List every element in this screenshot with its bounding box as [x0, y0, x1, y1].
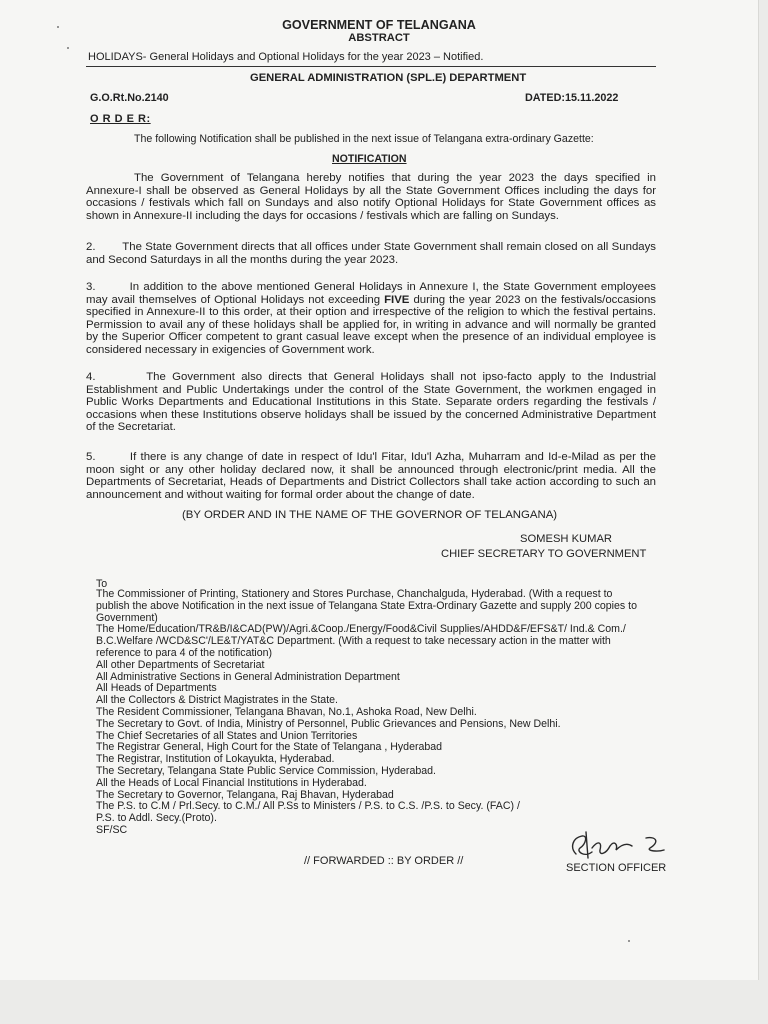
recipient-line: All Administrative Sections in General Administration Department — [96, 670, 400, 683]
department-title: GENERAL ADMINISTRATION (SPL.E) DEPARTMENT — [250, 72, 527, 84]
paragraph-1: The Government of Telangana hereby notifies that during the year 2023 the days specified in Annexure-I shall be observed as General Holidays by all the State Government Offices including the days for occasions / festivals which fall on Sundays and also notify Optional Holidays for State Government offices as shown in Annexure-II including the days for occasions / festivals which are falling on Sundays. — [86, 172, 656, 222]
signatory-title: CHIEF SECRETARY TO GOVERNMENT — [441, 548, 647, 560]
recipient-line: SF/SC — [96, 823, 128, 836]
recipient-line: The Secretary, Telangana State Public Service Commission, Hyderabad. — [96, 764, 436, 777]
recipient-list — [96, 589, 637, 837]
recipient-line: The Secretary to Governor, Telangana, Raj Bhavan, Hyderabad — [96, 788, 394, 801]
recipient-line: Government) — [96, 611, 158, 624]
paragraph-3-text-a: In addition to the above mentioned General Holidays in Annexure I, the State Government employees may avail themselves of Optional Holidays not exceeding — [86, 281, 656, 306]
recipient-line: P.S. to Addl. Secy.(Proto). — [96, 812, 217, 825]
recipient-line: publish the above Notification in the next issue of Telangana State Extra-Ordinary Gazette and supply 200 copies to — [96, 599, 638, 612]
recipient-line: All the Collectors & District Magistrates in the State. — [96, 694, 338, 707]
subject-line: HOLIDAYS- General Holidays and Optional Holidays for the year 2023 – Notified. — [88, 51, 484, 63]
scan-speck — [628, 940, 630, 942]
signatory-name: SOMESH KUMAR — [520, 533, 612, 545]
paragraph-5 — [86, 451, 656, 501]
recipient-line: The Resident Commissioner, Telangana Bhavan, No.1, Ashoka Road, New Delhi. — [96, 705, 477, 718]
header-divider — [86, 66, 656, 67]
by-order-line: (BY ORDER AND IN THE NAME OF THE GOVERNOR OF TELANGANA) — [182, 509, 558, 521]
paragraph-5-text: If there is any change of date in respect of Idu'l Fitar, Idu'l Azha, Muharram and Id-e-Milad as per the moon sight or any other holiday declared now, it shall be announced through electronic/print media. All the Departments of Secretariat, Heads of Departments and District Collectors shall take action according to such an announcement and without waiting for formal order about the change of date. — [86, 451, 656, 501]
paragraph-3-number: 3. — [86, 281, 96, 293]
recipient-line: All the Heads of Local Financial Institutions in Hyderabad. — [96, 776, 367, 789]
paragraph-2-text: The State Government directs that all offices under State Government shall remain closed on all Sundays and Second Saturdays in all the months during the year 2023. — [86, 241, 657, 266]
order-label: O R D E R: — [90, 113, 151, 125]
paragraph-4-text: The Government also directs that General Holidays shall not ipso-facto apply to the Industrial Establishment and Public Undertakings under the control of the State Government, the workmen engaged in Public Works Departments and Educational Institutions in this State. Separate orders regarding the festivals / occasions when these Institutions observe holidays shall be issued by the concerned Administrative Department of the Secretariat. — [86, 371, 656, 434]
order-intro: The following Notification shall be published in the next issue of Telangana extra-ordinary Gazette: — [134, 133, 594, 145]
paragraph-4 — [86, 371, 656, 434]
recipient-line: reference to para 4 of the notification) — [96, 646, 273, 659]
recipient-line: The Secretary to Govt. of India, Ministry of Personnel, Public Grievances and Pensions, New Delhi. — [96, 717, 561, 730]
paragraph-4-number: 4. — [86, 371, 96, 383]
notification-heading: NOTIFICATION — [332, 153, 407, 165]
scan-speck — [67, 47, 69, 49]
abstract-title: ABSTRACT — [348, 32, 410, 44]
recipient-line: All other Departments of Secretariat — [96, 658, 265, 671]
forwarded-line: // FORWARDED :: BY ORDER // — [304, 855, 464, 867]
paragraph-3-bold: FIVE — [384, 293, 410, 306]
paragraph-2-number: 2. — [86, 241, 96, 253]
recipient-line: All Heads of Departments — [96, 682, 217, 695]
dated: DATED:15.11.2022 — [525, 92, 619, 104]
government-title: GOVERNMENT OF TELANGANA — [282, 18, 476, 32]
section-officer: SECTION OFFICER — [566, 862, 667, 874]
recipient-line: The Chief Secretaries of all States and Union Territories — [96, 729, 358, 742]
paragraph-3 — [86, 281, 656, 357]
recipient-line: B.C.Welfare /WCD&SC'/LE&T/YAT&C Department. (With a request to take necessary action in the matter with — [96, 635, 611, 648]
recipient-line: The Commissioner of Printing, Stationery and Stores Purchase, Chanchalguda, Hyderabad. (With a request to — [96, 588, 613, 600]
go-number: G.O.Rt.No.2140 — [90, 92, 169, 104]
paragraph-3-text-b: during the year 2023 on the festivals/occasions specified in Annexure-II to this order, at their option and irrespective of the religion to which the festival pertains. Permission to avail any of these holidays shall be applied for, in writing in advance and will normally be granted by the Superior Officer competent to grant casual leave except when the presence of an individual employee is considered necessary in exigencies of Government work. — [86, 293, 657, 356]
recipient-line: The Registrar General, High Court for the State of Telangana , Hyderabad — [96, 741, 443, 754]
recipient-line: The P.S. to C.M / Prl.Secy. to C.M./ All P.Ss to Ministers / P.S. to C.S. /P.S. to Secy. (FAC) / — [96, 800, 520, 813]
paragraph-5-number: 5. — [86, 451, 96, 463]
recipient-line: The Home/Education/TR&B/I&CAD(PW)/Agri.&Coop./Energy/Food&Civil Supplies/AHDD&F/EFS&T/ Ind.& Com./ — [96, 623, 626, 636]
recipient-line: The Registrar, Institution of Lokayukta, Hyderabad. — [96, 753, 335, 766]
to-label: To — [96, 578, 108, 590]
paragraph-2 — [86, 241, 656, 266]
